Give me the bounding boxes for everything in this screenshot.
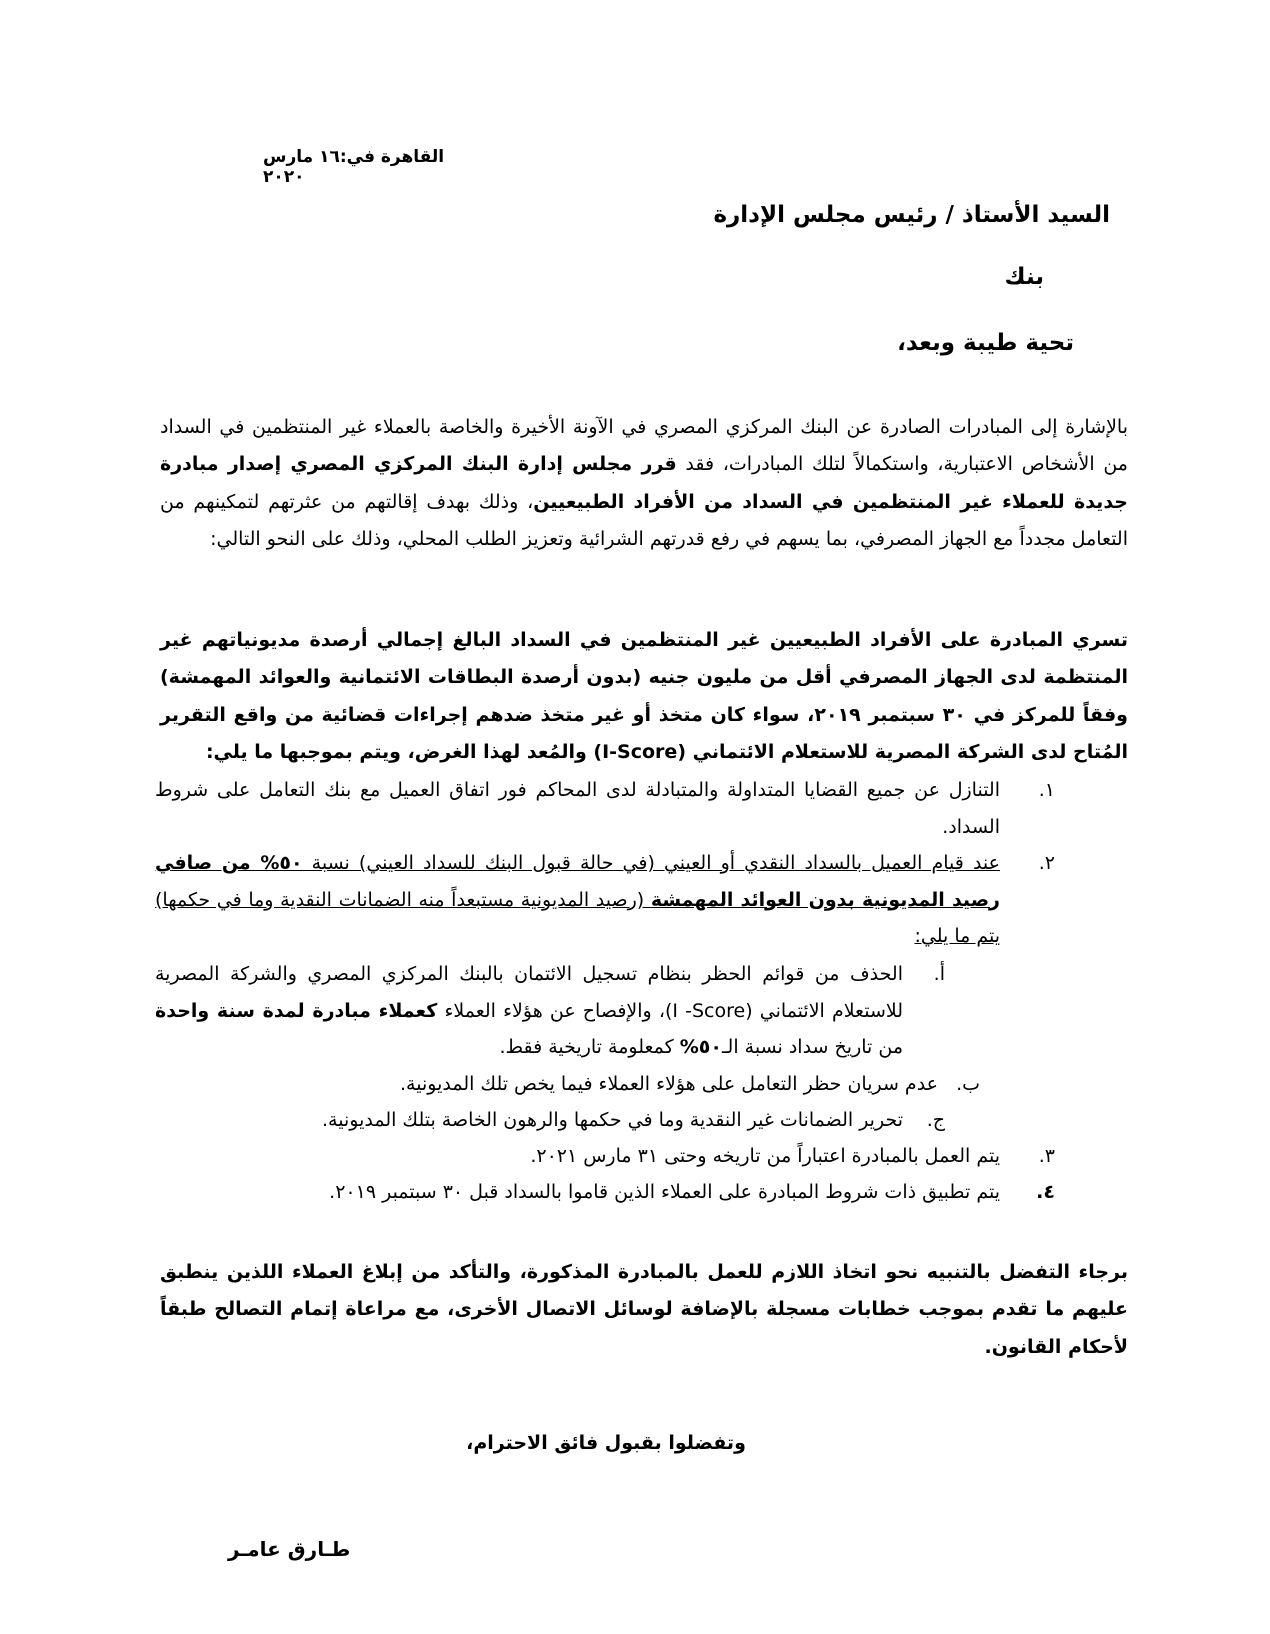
item-number: ج. [926,1109,945,1131]
item-number: ب. [956,1073,980,1095]
intro-decision: قرر مجلس إدارة البنك المركزي المصري إصدار مبادرة جديدة للعملاء غير المنتظمين في السداد من الأفراد الطبيعيين [160,453,1128,513]
signature: طـارق عامـر [228,1537,351,1561]
closing-paragraph: برجاء التفضل بالتنبيه نحو اتخاذ اللازم للعمل بالمبادرة المذكورة، والتأكد من إبلاغ العملاء اللذين ينطبق عليهم ما تقدم بموجب خطابات مسجلة بالإضافة لوسائل الاتصال الأخرى، مع مراعاة إتمام التصالح طبقاً لأحكام القانون. [160,1261,1128,1358]
item-2-text-2: (رصيد المديونية مستبعداً منه الضمانات النقدية وما في حكمها) يتم ما يلي: [155,888,1000,947]
dateline: القاهرة في:١٦ مارس ٢٠٢٠ [263,147,445,187]
item-text: التنازل عن جميع القضايا المتداولة والمتبادلة لدى المحاكم فور اتفاق العميل مع بنك التعامل على شروط السداد. [155,779,1000,838]
item-2-text-1: عند قيام العميل بالسداد النقدي أو العيني (في حالة قبول البنك للسداد العيني) نسبة [302,852,1000,874]
recipient-line: السيد الأستاذ / رئيس مجلس الإدارة [713,202,1110,228]
sub-item-b [200,1066,980,1103]
item-number: ١. [1038,779,1055,801]
list-item-3 [200,1138,1055,1175]
list-item-4 [200,1174,1055,1211]
sub-item-c [200,1102,945,1139]
item-text: يتم العمل بالمبادرة اعتباراً من تاريخه وحتى ٣١ مارس ٢٠٢١. [530,1145,1000,1167]
sub-a-bold-1: كعملاء مبادرة لمدة سنة واحدة [155,999,438,1022]
item-text [155,845,1000,955]
item-number: ٢. [1038,852,1055,874]
sub-a-text-1: الحذف من قوائم الحظر بنظام تسجيل الائتمان بالبنك المركزي المصري والشركة المصرية للاستعلام الائتماني (I -Score)، والإفصاح عن هؤلاء العملاء [155,963,903,1022]
closing-salutation: وتفضلوا بقبول فائق الاحترام، [466,1432,746,1454]
item-number: ٣. [1038,1145,1055,1167]
sub-a-text-2: من تاريخ سداد نسبة الـ [721,1036,903,1058]
sub-a-text-3: كمعلومة تاريخية فقط. [499,1036,680,1058]
list-item-1 [155,772,1055,845]
intro-text-1: بالإشارة إلى المبادرات الصادرة عن البنك المركزي المصري في الآونة الأخيرة والخاصة بالعملاء غير المنتظمين في السداد من الأشخاص الاعتبارية، واستكمالاً لتلك المبادرات، فقد [160,416,1128,476]
intro-text-2: ، وذلك بهدف إقالتهم من عثرتهم لتمكينهم من التعامل مجدداً مع الجهاز المصرفي، بما يسهم في رفع قدرتهم الشرائية وتعزيز الطلب المحلي، وذلك على النحو التالي: [160,490,1128,550]
item-number: ٤. [1036,1181,1055,1203]
scope-paragraph: تسري المبادرة على الأفراد الطبيعيين غير المنتظمين في السداد البالغ إجمالي أرصدة مديونياتهم غير المنتظمة لدى الجهاز المصرفي أقل من مليون جنيه (بدون أرصدة البطاقات الائتمانية والعوائد المهمشة) وفقاً للمركز في ٣٠ سبتمبر ٢٠١٩، سواء كان متخذ أو غير متخذ ضدهم إجراءات قضائية من واقع التقرير المُتاح لدى الشركة المصرية للاستعلام الائتماني (I-Score) والمُعد لهذا الغرض، ويتم بموجبها ما يلي: [160,629,1128,763]
sub-item-a [155,956,945,1066]
intro-paragraph [160,409,1128,558]
item-text [155,956,903,1066]
list-item-2 [155,845,1055,955]
item-number: أ. [933,963,945,985]
sub-a-bold-2: ٥٠% [679,1036,722,1058]
item-text: يتم تطبيق ذات شروط المبادرة على العملاء الذين قاموا بالسداد قبل ٣٠ سبتمبر ٢٠١٩. [329,1181,1000,1203]
item-text: عدم سريان حظر التعامل على هؤلاء العملاء فيما يخص تلك المديونية. [400,1073,938,1095]
greeting: تحية طيبة وبعد، [897,330,1074,356]
item-2-bold: ٥٠% من صافي رصيد المديونية بدون العوائد المهمشة [155,852,1000,911]
bank-line: بنك [1004,264,1044,290]
item-text: تحرير الضمانات غير النقدية وما في حكمها والرهون الخاصة بتلك المديونية. [322,1109,903,1131]
